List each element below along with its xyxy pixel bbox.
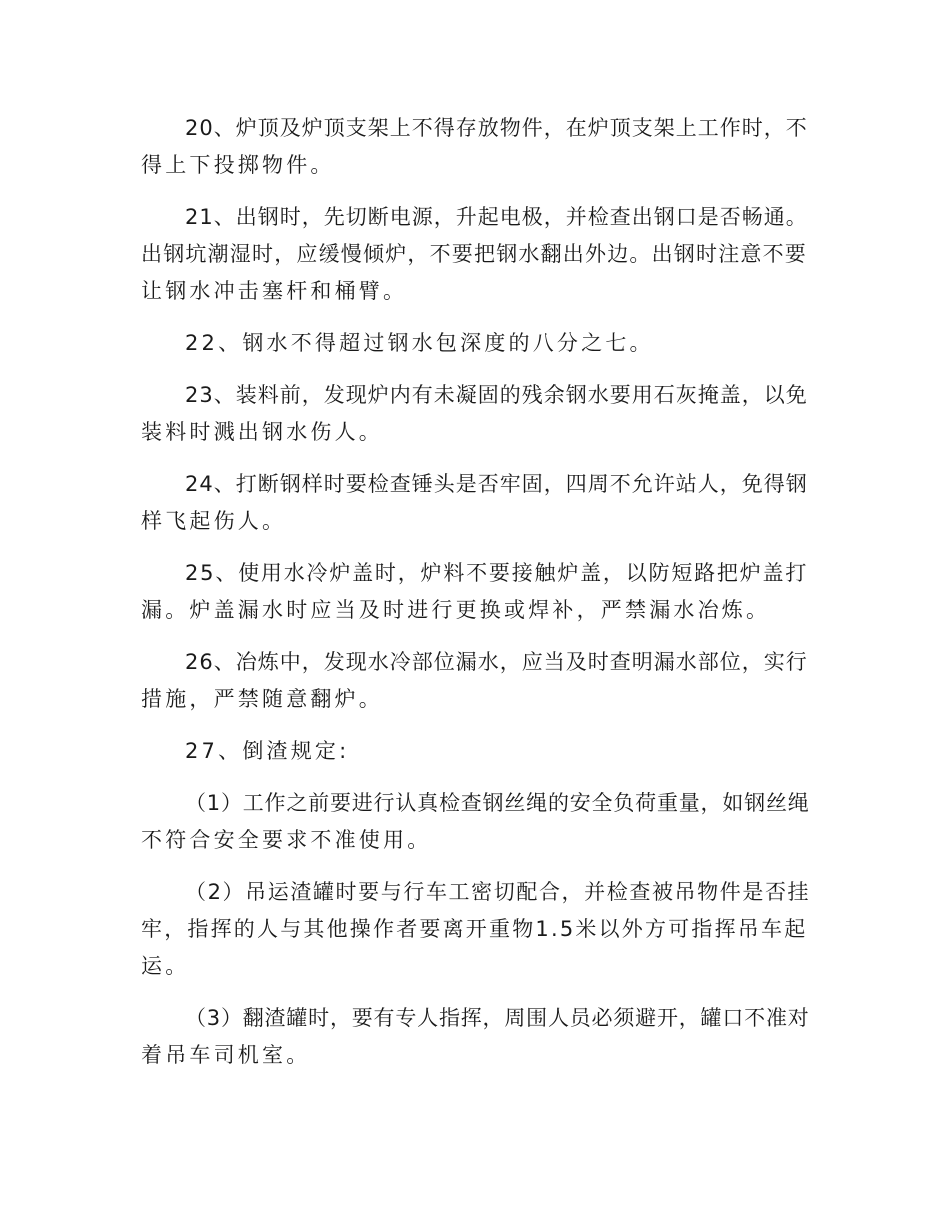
item-3-line-2: 着吊车司机室。 xyxy=(141,1043,311,1067)
paragraph-27-heading: 27、倒渣规定: xyxy=(185,739,350,763)
paragraph-22-line-1: 22、钢水不得超过钢水包深度的八分之七。 xyxy=(185,331,654,355)
paragraph-20-line-2: 得上下投掷物件。 xyxy=(141,153,335,177)
paragraph-24-line-1: 24、打断钢样时要检查锤头是否牢固，四周不允许站人，免得钢 xyxy=(185,472,808,496)
paragraph-25-line-2: 漏。炉盖漏水时应当及时进行更换或焊补，严禁漏水冶炼。 xyxy=(141,598,771,622)
paragraph-26-line-1: 26、冶炼中，发现水冷部位漏水，应当及时查明漏水部位，实行 xyxy=(185,650,808,674)
item-3-line-1: （3）翻渣罐时，要有专人指挥，周围人员必须避开，罐口不准对 xyxy=(185,1006,810,1030)
item-2-line-3: 运。 xyxy=(141,954,190,978)
paragraph-25-line-1: 25、使用水冷炉盖时，炉料不要接触炉盖，以防短路把炉盖打 xyxy=(185,561,809,585)
item-1-line-1: （1）工作之前要进行认真检查钢丝绳的安全负荷重量，如钢丝绳 xyxy=(185,791,810,815)
item-2-line-1: （2）吊运渣罐时要与行车工密切配合，并检查被吊物件是否挂 xyxy=(185,880,811,904)
item-2-line-2: 牢，指挥的人与其他操作者要离开重物1.5米以外方可指挥吊车起 xyxy=(141,917,808,941)
paragraph-21-line-1: 21、出钢时，先切断电源，升起电极，并检查出钢口是否畅通。 xyxy=(185,205,808,229)
paragraph-23-line-2: 装料时溅出钢水伤人。 xyxy=(141,420,383,444)
paragraph-23-line-1: 23、装料前，发现炉内有未凝固的残余钢水要用石灰掩盖，以免 xyxy=(185,383,808,407)
paragraph-24-line-2: 样飞起伤人。 xyxy=(141,509,287,533)
paragraph-21-line-2: 出钢坑潮湿时，应缓慢倾炉，不要把钢水翻出外边。出钢时注意不要 xyxy=(141,242,807,266)
paragraph-20-line-1: 20、炉顶及炉顶支架上不得存放物件，在炉顶支架上工作时，不 xyxy=(185,116,808,140)
paragraph-26-line-2: 措施，严禁随意翻炉。 xyxy=(141,687,383,711)
item-1-line-2: 不符合安全要求不准使用。 xyxy=(141,828,432,852)
paragraph-21-line-3: 让钢水冲击塞杆和桶臂。 xyxy=(141,279,408,303)
